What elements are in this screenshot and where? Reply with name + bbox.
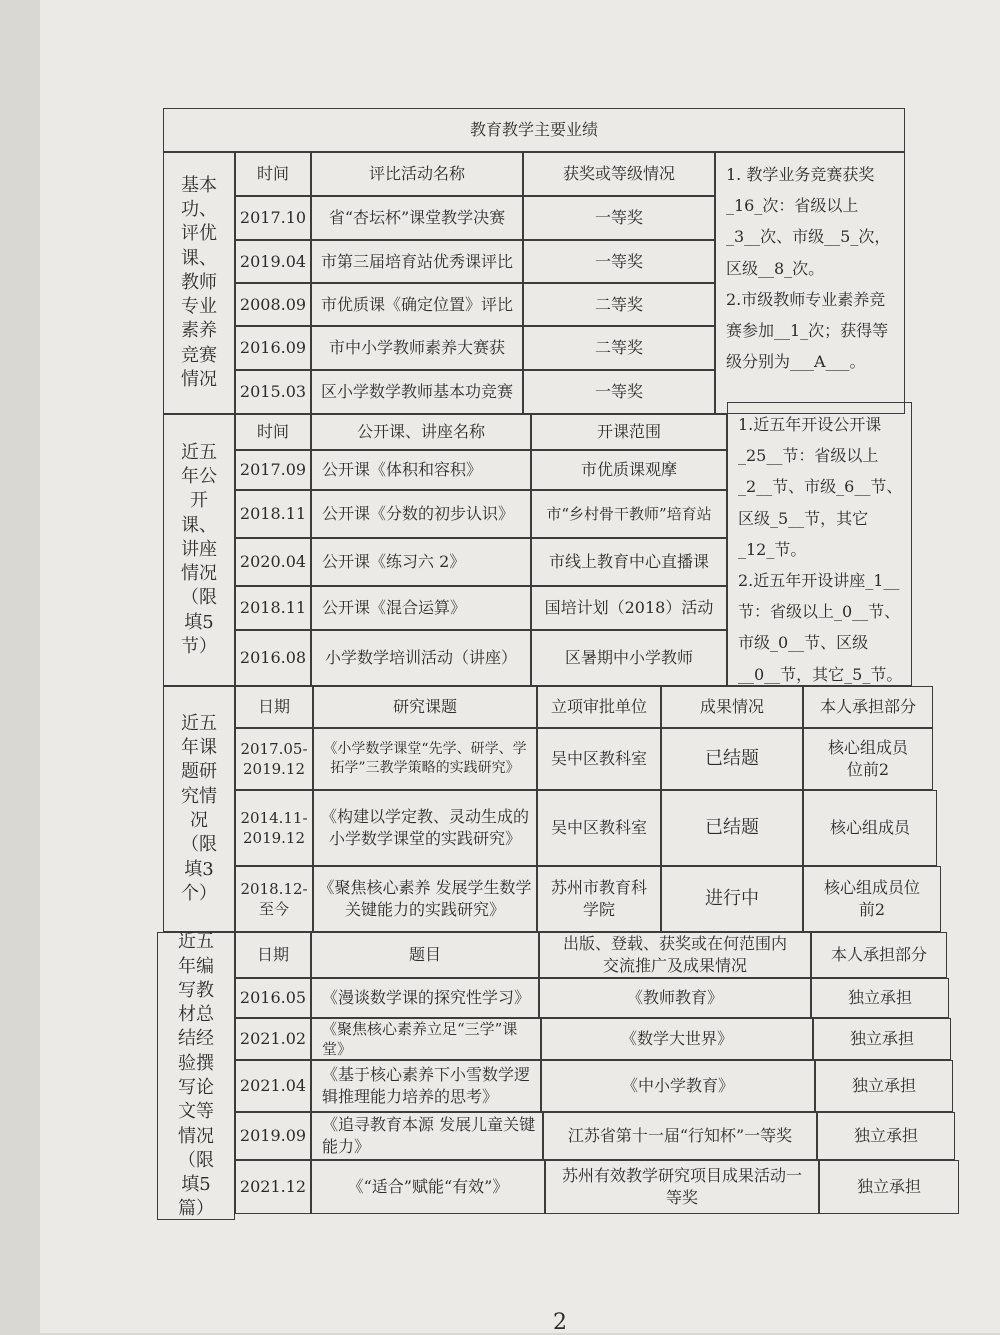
section3-header-date: 日期 (235, 686, 313, 728)
table-row-cell: 二等奖 (523, 326, 715, 370)
table-row-cell: 《中小学教育》 (541, 1060, 815, 1112)
table-row-cell: 2008.09 (235, 283, 311, 326)
section2-header-name: 公开课、讲座名称 (311, 414, 531, 450)
section1-header-activity: 评比活动名称 (311, 152, 523, 196)
table-row-cell: 公开课《混合运算》 (311, 586, 531, 630)
table-row-cell: 二等奖 (523, 283, 715, 326)
table-row-cell: 独立承担 (815, 1060, 953, 1112)
table-row-cell: 2014.11-2019.12 (235, 790, 313, 866)
section4-header-publication: 出版、登载、获奖或在何范围内交流推广及成果情况 (539, 932, 811, 978)
table-row-cell: 省“杏坛杯”课堂教学决赛 (311, 196, 523, 240)
table-row-cell: 2016.09 (235, 326, 311, 370)
table-row-cell: 《小学数学课堂“先学、研学、学拓学”三教学策略的实践研究》 (313, 728, 537, 790)
table-row-cell: 公开课《分数的初步认识》 (311, 490, 531, 538)
table-row-cell: 江苏省第十一届“行知杯”一等奖 (543, 1112, 817, 1160)
table-row-cell: 已结题 (661, 728, 803, 790)
table-row-cell: 独立承担 (811, 978, 949, 1018)
table-row-cell: 2017.09 (235, 450, 311, 490)
table-row-cell: 苏州市教育科学院 (537, 866, 661, 932)
table-row-cell: 吴中区教科室 (537, 728, 661, 790)
table-row-cell: 2018.12-至今 (235, 866, 313, 932)
table-row-cell: 独立承担 (813, 1018, 951, 1060)
table-row-cell: 2021.04 (235, 1060, 311, 1112)
table-row-cell: 区小学数学教师基本功竞赛 (311, 370, 523, 414)
section1-header-time: 时间 (235, 152, 311, 196)
table-row-cell: 《聚焦核心素养立足“三学”课堂》 (311, 1018, 541, 1060)
section4-header-title: 题目 (311, 932, 539, 978)
table-row-cell: 市第三届培育站优秀课评比 (311, 240, 523, 283)
section2-label: 近五年公开课、讲座情况（限填5节） (163, 414, 235, 686)
table-row-cell: 《数学大世界》 (541, 1018, 813, 1060)
table-row-cell: 区暑期中小学教师 (531, 630, 727, 686)
table-row-cell: 市优质课观摩 (531, 450, 727, 490)
table-row-cell: 进行中 (661, 866, 803, 932)
table-row-cell: 核心组成员位前2 (803, 866, 941, 932)
section3-label: 近五年课题研究情况（限填3个） (163, 686, 235, 932)
table-row-cell: 《聚焦核心素养 发展学生数学关键能力的实践研究》 (313, 866, 537, 932)
table-row-cell: 小学数学培训活动（讲座） (311, 630, 531, 686)
table-row-cell: 2017.05-2019.12 (235, 728, 313, 790)
section4-label: 近五年编写教材总结经验撰写论文等情况（限填5篇） (157, 932, 235, 1220)
section1-label: 基本功、评优课、教师专业素养竞赛情况 (163, 152, 235, 414)
table-title: 教育教学主要业绩 (163, 108, 905, 152)
table-row-cell: 《追寻教育本源 发展儿童关键能力》 (311, 1112, 543, 1160)
table-row-cell: 核心组成员 (803, 790, 937, 866)
section3-header-result: 成果情况 (661, 686, 803, 728)
table-row-cell: 2019.04 (235, 240, 311, 283)
section3-header-role: 本人承担部分 (803, 686, 933, 728)
section4-header-role: 本人承担部分 (811, 932, 947, 978)
table-row-cell: 核心组成员位前2 (803, 728, 933, 790)
table-row-cell: 《漫谈数学课的探究性学习》 (311, 978, 539, 1018)
table-row-cell: 一等奖 (523, 370, 715, 414)
table-row-cell: 苏州有效教学研究项目成果活动一等奖 (545, 1160, 819, 1214)
table-row-cell: 公开课《练习六 2》 (311, 538, 531, 586)
table-row-cell: 国培计划（2018）活动 (531, 586, 727, 630)
page-number: 2 (553, 1310, 567, 1335)
table-row-cell: 2015.03 (235, 370, 311, 414)
table-row-cell: 2016.05 (235, 978, 311, 1018)
table-row-cell: 2018.11 (235, 490, 311, 538)
section2-summary: 1.近五年开设公开课_25__节：省级以上 _2__节、市级_6__节、区级_5__节，其它_12_节。 2.近五年开设讲座_1__节：省级以上_0__节、市级_0__节、区级__0__节，其它_5_节。 (727, 402, 912, 686)
table-row-cell: 《构建以学定教、灵动生成的小学数学课堂的实践研究》 (313, 790, 537, 866)
table-row-cell: 一等奖 (523, 240, 715, 283)
table-row-cell: 已结题 (661, 790, 803, 866)
table-row-cell: 2018.11 (235, 586, 311, 630)
table-row-cell: 市优质课《确定位置》评比 (311, 283, 523, 326)
table-row-cell: 一等奖 (523, 196, 715, 240)
section4-header-date: 日期 (235, 932, 311, 978)
table-row-cell: 2019.09 (235, 1112, 311, 1160)
table-row-cell: 2016.08 (235, 630, 311, 686)
section3-header-unit: 立项审批单位 (537, 686, 661, 728)
table-row-cell: 独立承担 (819, 1160, 959, 1214)
table-row-cell: 吴中区教科室 (537, 790, 661, 866)
section2-header-time: 时间 (235, 414, 311, 450)
table-row-cell: 市中小学教师素养大赛获 (311, 326, 523, 370)
table-row-cell: 《基于核心素养下小雪数学逻辑推理能力培养的思考》 (311, 1060, 541, 1112)
table-row-cell: 市“乡村骨干教师”培育站 (531, 490, 727, 538)
section1-summary: 1. 教学业务竞赛获奖_16_次：省级以上 _3__次、市级__5_次，区级__8_次。 2.市级教师专业素养竞赛参加__1_次；获得等级分别为___A___。 (715, 152, 905, 414)
table-row-cell: 公开课《体积和容积》 (311, 450, 531, 490)
table-row-cell: 《“适合”赋能“有效”》 (311, 1160, 545, 1214)
section3-header-topic: 研究课题 (313, 686, 537, 728)
table-row-cell: 2021.02 (235, 1018, 311, 1060)
table-row-cell: 2017.10 (235, 196, 311, 240)
section2-header-scope: 开课范围 (531, 414, 727, 450)
table-row-cell: 《教师教育》 (539, 978, 811, 1018)
table-row-cell: 2020.04 (235, 538, 311, 586)
table-row-cell: 独立承担 (817, 1112, 955, 1160)
table-row-cell: 市线上教育中心直播课 (531, 538, 727, 586)
section1-header-award: 获奖或等级情况 (523, 152, 715, 196)
table-row-cell: 2021.12 (235, 1160, 311, 1214)
